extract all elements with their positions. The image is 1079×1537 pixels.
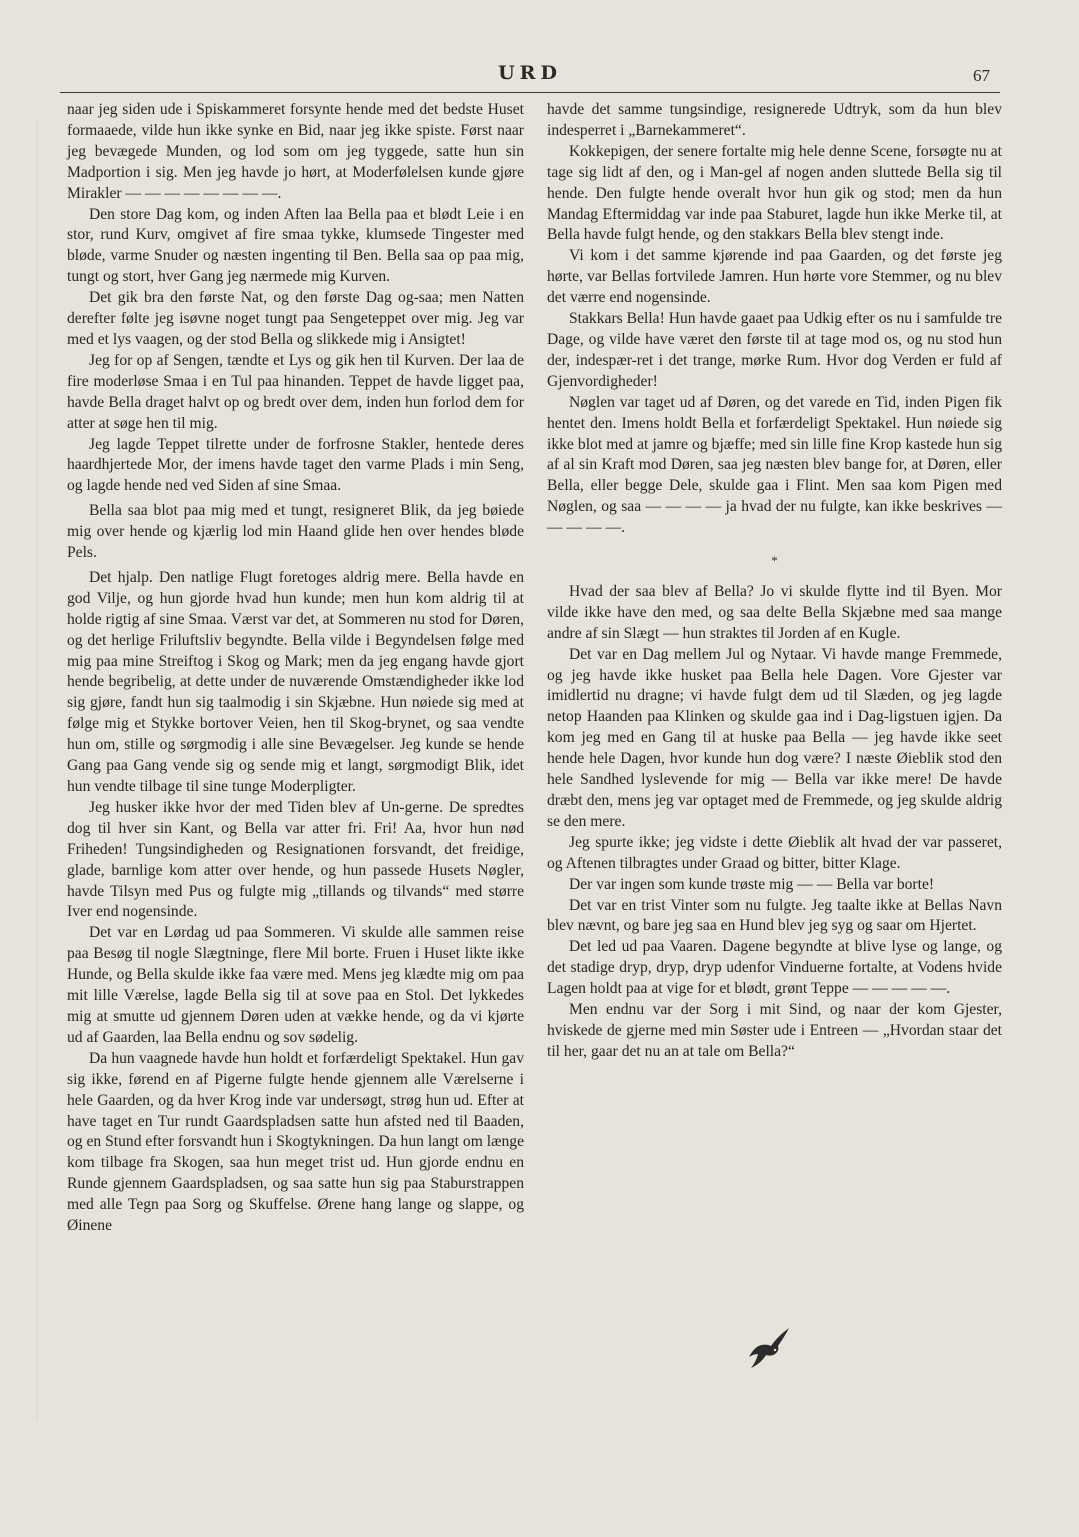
swallow-icon: [745, 1326, 793, 1370]
page-number: 67: [973, 66, 990, 85]
paragraph: Det led ud paa Vaaren. Dagene begyndte at blive lyse og lange, og det stadige dryp, dryp, dryp udenfor Vinduerne fortalte, at Vodens hvide Lagen holdt paa at vige for et blødt, grønt Teppe — — — — —.: [547, 938, 1002, 998]
left-column: [67, 100, 524, 1237]
running-header: [60, 62, 1000, 90]
paragraph: Det var en Lørdag ud paa Sommeren. Vi skulde alle sammen reise paa Besøg til nogle Slægtninge, flere Mil borte. Fruen i Huset likte ikke Hunde, og Bella skulde ikke faa være med. Mens jeg klædte mig om paa mit lille Værelse, lagde Bella sig til at sove paa en Stol. Det lykkedes mig at smutte ud gjennem Døren uden at vække hende, og da vi kjørte ud af Gaarden, laa Bella endnu og sov sødelig.: [67, 924, 524, 1046]
paragraph: Nøglen var taget ud af Døren, og det varede en Tid, inden Pigen fik hentet den. Imens holdt Bella et forfærdeligt Spektakel. Hun nøiede sig ikke blot med at jamre og bjæffe; med sin lille fine Krop kastede hun sig af al sin Kraft mod Døren, saa jeg næsten blev bange for, at Døren, eller Bella, eller begge Dele, skulde gaa i Flint. Men saa kom Pigen med Nøglen, og saa — — — — ja hvad der nu fulgte, kan ikke beskrives — — — — —.: [547, 393, 1002, 537]
paragraph: Det var en trist Vinter som nu fulgte. Jeg taalte ikke at Bellas Navn blev nævnt, og bare jeg saa en Hund blev jeg syg og saar om Hjertet.: [547, 896, 1002, 935]
paragraph: havde det samme tungsindige, resignerede Udtryk, som da hun blev indesperret i „Barnekammeret“.: [547, 101, 1002, 139]
paragraph: Jeg spurte ikke; jeg vidste i dette Øieblik alt hvad der var passeret, og Aftenen tilbragtes under Graad og bitter, bitter Klage.: [547, 833, 1002, 872]
header-rule: [60, 92, 1000, 93]
journal-title: URD: [498, 62, 562, 84]
section-separator: *: [771, 553, 778, 569]
paragraph: Den store Dag kom, og inden Aften laa Bella paa et blødt Leie i en stor, rund Kurv, omgivet af fire smaa tykke, klumsede Tingester med bløde, varme Snuder og næsten ingenting til Ben. Bella saa op paa mig, tungt og stort, hver Gang jeg nærmede mig Kurven.: [67, 205, 524, 286]
paragraph: Men endnu var der Sorg i mit Sind, og naar der kom Gjester, hviskede de gjerne med min Søster ude i Entreen — „Hvordan staar det til her, gaar det nu an at tale om Bella?“: [547, 1001, 1002, 1060]
paragraph: Da hun vaagnede havde hun holdt et forfærdeligt Spektakel. Hun gav sig ikke, førend en af Pigerne fulgte hende gjennem alle Værelserne i hele Gaarden, og da hver Krog inde var undersøgt, strøg hun ud. Efter at have taget en Tur rundt Gaardspladsen satte hun afsted ned til Baaden, og en Stund efter forsvandt hun i Skogtykningen. Da hun langt om længe kom tilbage fra Skogen, saa hun meget trist ud. Hun gjorde endnu en Runde gjennem Gaardspladsen, og saa satte hun sig paa Staburstrappen med alle Tegn paa Sorg og Skuffelse. Ørene hang lange og slappe, og Øinene: [67, 1049, 524, 1235]
paragraph: Det gik bra den første Nat, og den første Dag og-saa; men Natten derefter følte jeg isøvne noget tungt paa Sengeteppet over mig. Jeg var med et lys vaagen, og der stod Bella og slikkede mig i Ansigtet!: [67, 289, 524, 348]
paragraph: Vi kom i det samme kjørende ind paa Gaarden, og det første jeg hørte, var Bellas fortvilede Jamren. Hun hørte vore Stemmer, og nu blev det værre end nogensinde.: [547, 247, 1002, 307]
paragraph: Jeg husker ikke hvor der med Tiden blev af Un-gerne. De spredtes dog til hver sin Kant, og Bella var atter fri. Fri! Aa, hvor hun nød Friheden! Tungsindigheden og Resignationen forsvandt, det freidige, glade, barnlige kom atter over hende, og hun passede Husets Nøgler, havde Tilsyn med Pus og fulgte mig „tillands og tilvands“ med større Iver end nogensinde.: [67, 798, 524, 921]
paragraph: Jeg lagde Teppet tilrette under de forfrosne Stakler, hentede deres haardhjertede Mor, der imens havde taget den varme Plads i min Seng, og lagde hende ned ved Siden af sine Smaa.: [67, 435, 524, 495]
paragraph: Jeg for op af Sengen, tændte et Lys og gik hen til Kurven. Der laa de fire moderløse Smaa i en Tul paa hinanden. Teppet de havde ligget paa, havde Bella draget halvt op og bredt over dem, inden hun forlod dem for atter at søge hen til mig.: [67, 351, 524, 432]
paragraph: Det var en Dag mellem Jul og Nytaar. Vi havde mange Fremmede, og jeg havde ikke husket paa Bella hele Dagen. Vore Gjester var imidlertid nu dragne; vi havde fulgt dem ud til Slæden, og jeg lagde netop Haanden paa Klinken og skulde gaa ind i Dag-ligstuen igjen. Da kom jeg med en Gang til at huske paa Bella — jeg havde ikke seet hende hele Dagen, hvor kunde hun dog være? I næste Øieblik stod den hele Sandhed lyslevende for mig — Bella var ikke mere! De havde dræbt den, mens jeg var optaget med de Fremmede, og jeg skulde aldrig se den mere.: [547, 645, 1002, 830]
paragraph: Bella saa blot paa mig med et tungt, resigneret Blik, da jeg bøiede mig over hende og kjærlig lod min Haand glide hen over hendes bløde Pels.: [67, 502, 524, 562]
paragraph: Stakkars Bella! Hun havde gaaet paa Udkig efter os nu i samfulde tre Dage, og vilde have været den første til at tage mod os, og nu stod hun der, indespær-ret i det trange, mørke Rum. Hvor dog Verden er fuld af Gjenvordigheder!: [547, 310, 1002, 390]
paragraph: Det hjalp. Den natlige Flugt foretoges aldrig mere. Bella havde en god Vilje, og hun gjorde hvad hun kunde; men hun kom aldrig til at holde rigtig af sine Smaa. Værst var det, at Sommeren nu stod for Døren, og det herlige Friluftsliv begyndte. Bella vilde i Begyndelsen følge med mig paa mine Streiftog i Skog og Mark; men da jeg engang havde gjort hende begribelig, at dette under de nuværende Omstændigheder ikke lod sig gjøre, fandt hun sig taalmodig i sin Skjæbne. Hun nøiede sig med at følge mig et Stykke bortover Veien, hen til Skog-brynet, og saa vendte hun om, stille og sørgmodig i alle sine Bevægelser. Jeg kunde se hende Gang paa Gang vende sig og sende mig et langt, sørgmodigt Blik, idet hun vendte tilbage til sine tunge Moderpligter.: [67, 568, 524, 795]
paragraph: Hvad der saa blev af Bella? Jo vi skulde flytte ind til Byen. Mor vilde ikke have den med, og saa delte Bella Skjæbne med saa mange andre af sin Slægt — hun straktes til Jorden af en Kugle.: [547, 582, 1002, 642]
paragraph: Kokkepigen, der senere fortalte mig hele denne Scene, forsøgte nu at tage sig lidt af den, og i Man-gel af nogen anden sluttede Bella sig til hende. Den fulgte hende overalt hvor hun gik og stod; men da hun Mandag Eftermiddag var inde paa Staburet, lagde hun ikke Merke til, at Bella havde fulgt hende, og den stakkars Bella blev stengt inde.: [547, 142, 1002, 244]
paragraph: naar jeg siden ude i Spiskammeret forsynte hende med det bedste Huset formaaede, vilde hun ikke synke en Bid, naar jeg ikke spiste. Først naar jeg bevægede Munden, og lod som om jeg tyggede, satte hun sin Madportion i sig. Men jeg havde jo hørt, at Moderfølelsen kunde gjøre Mirakler — — — — — — — —.: [67, 101, 524, 202]
paragraph: Der var ingen som kunde trøste mig — — Bella var borte!: [569, 875, 935, 893]
right-column: [547, 100, 1002, 1063]
page-edge-shadow: [36, 120, 38, 1420]
